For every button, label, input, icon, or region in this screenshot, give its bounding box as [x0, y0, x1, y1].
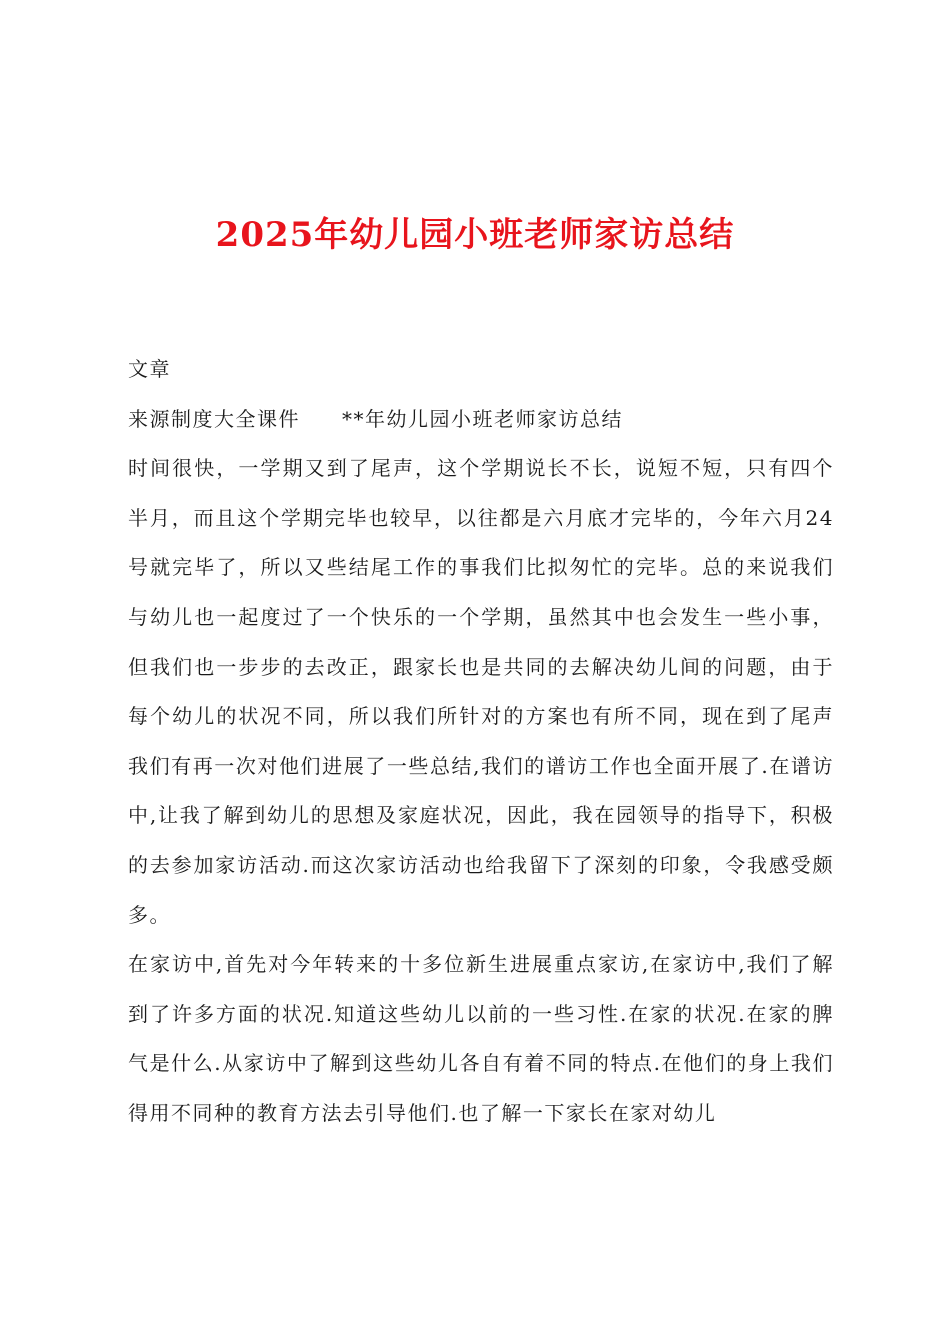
document-body — [128, 345, 834, 1139]
body-paragraph-1: 时间很快，一学期又到了尾声，这个学期说长不长，说短不短，只有四个半月，而且这个学期完毕也较早，以往都是六月底才完毕的，今年六月24号就完毕了，所以又些结尾工作的事我们比拟匆忙的完毕。总的来说我们与幼儿也一起度过了一个快乐的一个学期，虽然其中也会发生一些小事，但我们也一步步的去改正，跟家长也是共同的去解决幼儿间的问题，由于每个幼儿的状况不同，所以我们所针对的方案也有所不同，现在到了尾声我们有再一次对他们进展了一些总结,我们的谱访工作也全面开展了.在谱访中,让我了解到幼儿的思想及家庭状况，因此，我在园领导的指导下，积极的去参加家访活动.而这次家访活动也给我留下了深刻的印象，令我感受颇多。 — [128, 456, 834, 927]
source-title: **年幼儿园小班老师家访总结 — [342, 406, 623, 431]
source-prefix: 来源制度大全课件 — [128, 406, 300, 431]
body-paragraph-2: 在家访中,首先对今年转来的十多位新生进展重点家访,在家访中,我们了解到了许多方面的状况.知道这些幼儿以前的一些习性.在家的状况.在家的脾气是什么.从家访中了解到这些幼儿各自有着不同的特点.在他们的身上我们得用不同种的教育方法去引导他们.也了解一下家长在家对幼儿 — [128, 952, 834, 1125]
article-label: 文章 — [128, 357, 171, 381]
document-title: 2025年幼儿园小班老师家访总结 — [215, 215, 735, 255]
source-line — [128, 395, 834, 445]
